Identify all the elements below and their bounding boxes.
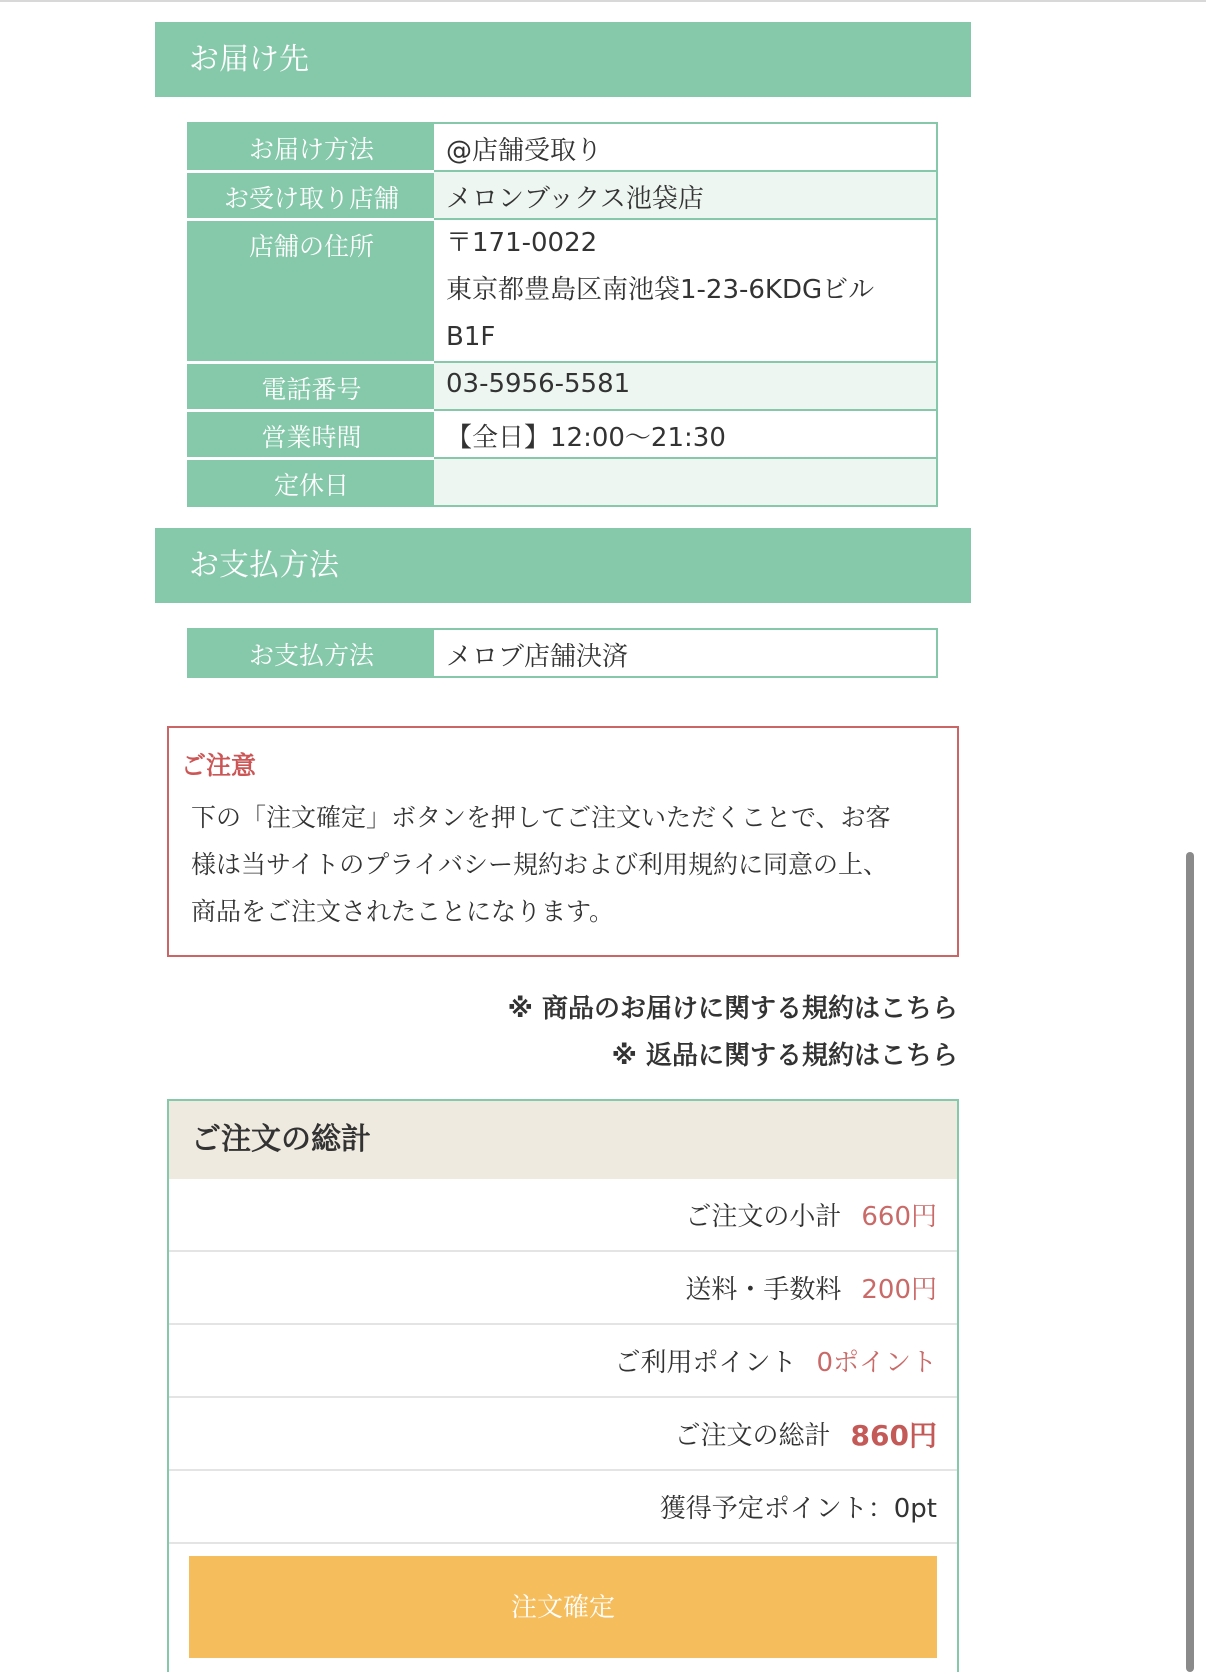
store-address-value [434,219,937,362]
delivery-method-label: お届け方法 [188,123,434,171]
notice-line: 商品をご注文されたことになります。 [191,897,615,926]
store-address-street: 東京都豊島区南池袋1-23-6KDGビル [446,275,875,305]
total-row [169,1398,957,1471]
closed-days-label: 定休日 [188,458,434,506]
payment-section-header: お支払方法 [155,528,971,603]
store-address-postal: 〒171-0022 [446,228,598,258]
pickup-store-value: メロンブックス池袋店 [434,171,937,219]
top-divider [0,0,1206,2]
store-address-row [188,219,937,362]
points-earned-text: 獲得予定ポイント：0pt [659,1494,937,1524]
payment-info-table [187,628,938,678]
return-terms-link[interactable]: ※ 返品に関する規約はこちら [611,1041,958,1071]
order-summary-panel [167,1099,959,1672]
phone-label: 電話番号 [188,362,434,410]
order-summary-title: ご注文の総計 [169,1101,957,1179]
notice-body [181,794,945,935]
phone-value: 03-5956-5581 [434,362,937,410]
payment-method-value: メロブ店舗決済 [446,642,629,672]
delivery-method-value: @店舗受取り [434,123,937,171]
business-hours-row [188,410,937,458]
delivery-method-row [188,123,937,171]
points-used-row [169,1325,957,1398]
notice-line: 下の「注文確定」ボタンを押してご注文いただくことで、お客 [191,803,891,832]
subtotal-label: ご注文の小計 [685,1202,842,1232]
confirm-order-button[interactable]: 注文確定 [189,1556,937,1658]
delivery-section-header: お届け先 [155,22,971,97]
points-used-label: ご利用ポイント [614,1348,797,1378]
scrollbar[interactable] [1186,852,1196,1672]
delivery-info-table [187,122,938,507]
points-used-value: 0ポイント [816,1348,937,1378]
subtotal-row [169,1179,957,1252]
store-address-floor: B1F [446,322,496,352]
pickup-store-label: お受け取り店舗 [188,171,434,219]
business-hours-label: 営業時間 [188,410,434,458]
shipping-value: 200円 [861,1275,937,1305]
subtotal-value: 660円 [861,1202,937,1232]
notice-line: 様は当サイトのプライバシー規約および利用規約に同意の上、 [191,850,889,879]
store-address-label: 店舗の住所 [188,219,434,362]
payment-method-row [188,629,937,677]
scrollbar-thumb[interactable] [1186,852,1194,1672]
points-earned-row [169,1471,957,1544]
closed-days-row [188,458,937,506]
closed-days-value [434,458,937,506]
shipping-row [169,1252,957,1325]
total-value: 860円 [850,1418,937,1452]
delivery-terms-link[interactable]: ※ 商品のお届けに関する規約はこちら [507,994,958,1024]
notice-box [167,726,959,957]
payment-method-label: お支払方法 [188,629,434,677]
notice-title: ご注意 [181,751,257,780]
pickup-store-row [188,171,937,219]
business-hours-value: 【全日】12:00～21:30 [434,410,937,458]
shipping-label: 送料・手数料 [685,1275,842,1305]
phone-row [188,362,937,410]
total-label: ご注文の総計 [674,1421,831,1451]
